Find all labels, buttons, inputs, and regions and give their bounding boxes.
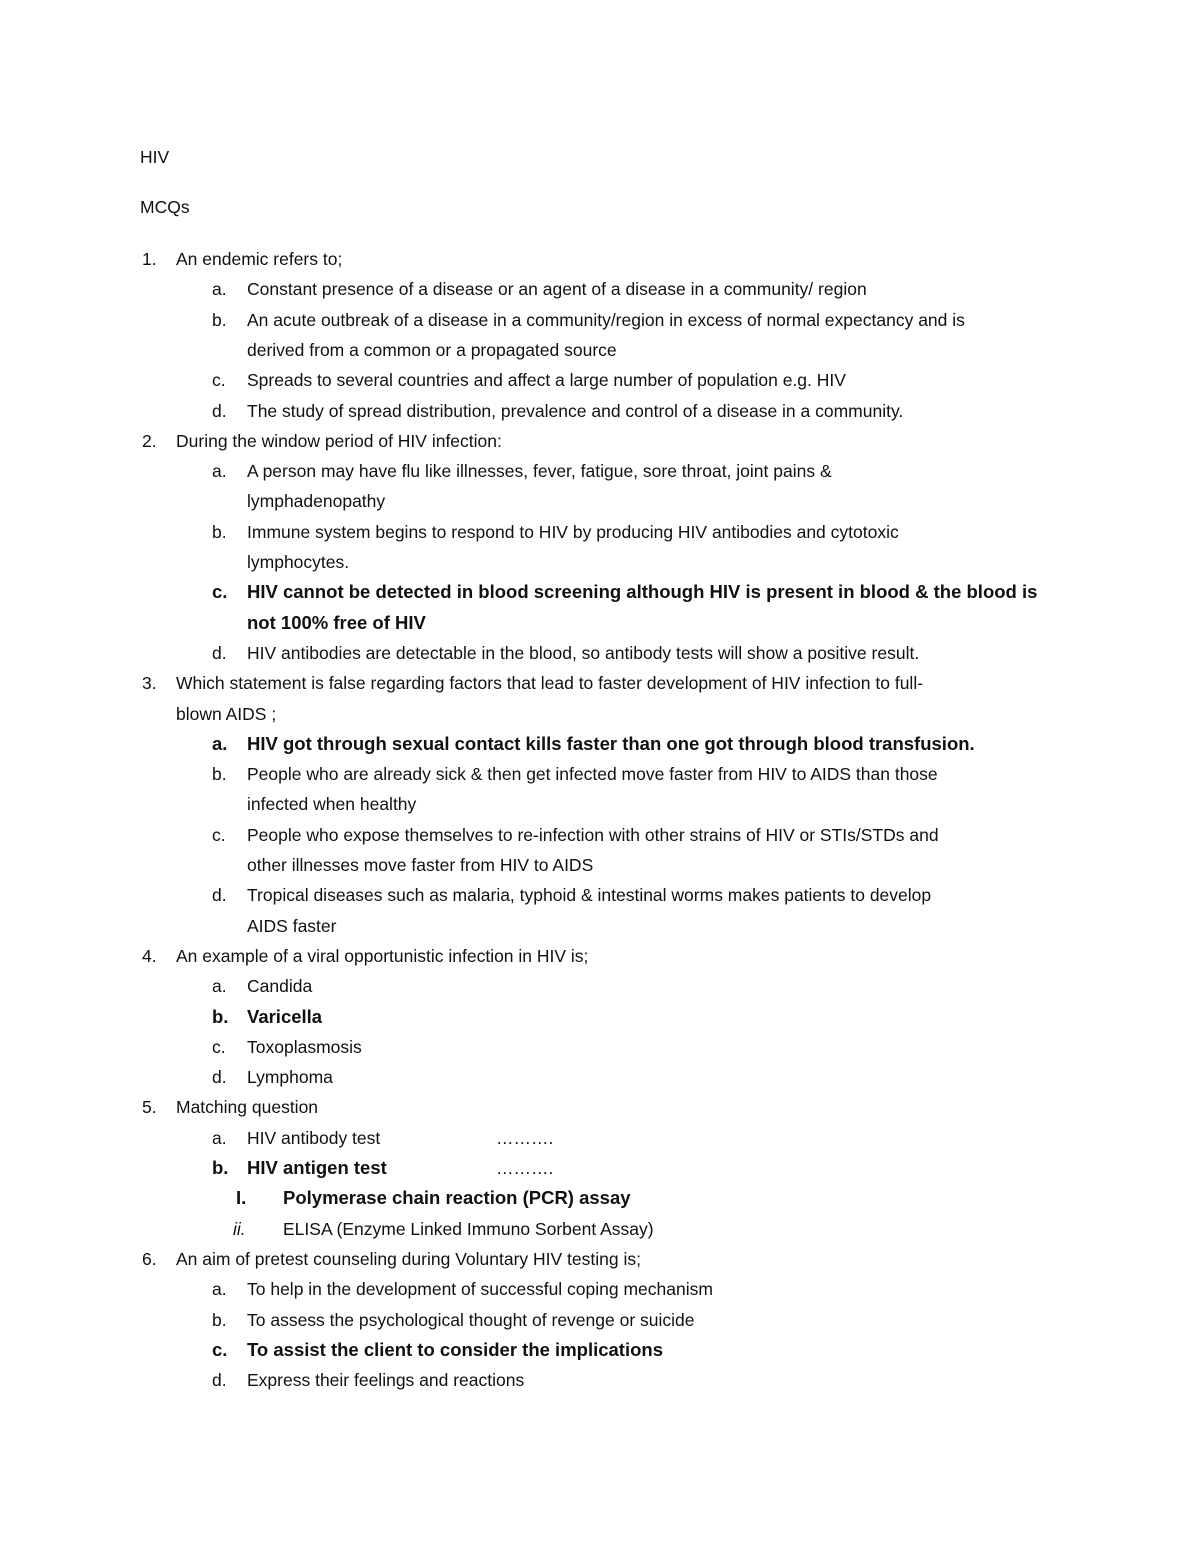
option-letter: a. xyxy=(212,461,227,482)
option-letter: b. xyxy=(212,1309,227,1330)
option-text: ELISA (Enzyme Linked Immuno Sorbent Assay) xyxy=(283,1218,654,1239)
option-letter: ii. xyxy=(233,1218,246,1239)
option-text: Lymphoma xyxy=(247,1067,333,1088)
option-text: Constant presence of a disease or an agent of a disease in a community/ region xyxy=(247,279,867,300)
option-text: Polymerase chain reaction (PCR) assay xyxy=(283,1187,631,1209)
option-text: lymphadenopathy xyxy=(247,491,386,512)
option-letter: d. xyxy=(212,400,227,421)
option-text: other illnesses move faster from HIV to AIDS xyxy=(247,855,594,875)
option-letter: b. xyxy=(212,1005,229,1027)
question-number: 1. xyxy=(142,249,157,269)
option-text: To help in the development of successful coping mechanism xyxy=(247,1279,713,1300)
option-letter: d. xyxy=(212,1067,227,1088)
option-text: People who are already sick & then get infected move faster from HIV to AIDS than those xyxy=(247,764,938,785)
option-text: HIV got through sexual contact kills faster than one got through blood transfusion. xyxy=(247,732,975,754)
option-letter: d. xyxy=(212,642,227,663)
option-text: Express their feelings and reactions xyxy=(247,1370,525,1391)
option-letter: a. xyxy=(212,1279,227,1300)
option-text: Candida xyxy=(247,976,313,997)
option-text: HIV antigen test xyxy=(247,1157,387,1178)
option-letter: b. xyxy=(212,521,227,542)
option-letter: a. xyxy=(212,976,227,997)
question-text: An endemic refers to; xyxy=(176,249,343,269)
option-letter: b. xyxy=(212,1157,229,1178)
option-letter: c. xyxy=(212,824,226,845)
option-letter: I. xyxy=(236,1187,247,1209)
option-text: derived from a common or a propagated source xyxy=(247,339,617,360)
question-text: Matching question xyxy=(176,1097,319,1118)
option-letter: a. xyxy=(212,1127,227,1148)
option-text: lymphocytes. xyxy=(247,552,350,572)
option-letter: c. xyxy=(212,581,228,603)
option-text: The study of spread distribution, prevalence and control of a disease in a community. xyxy=(247,400,904,421)
option-text: Varicella xyxy=(247,1005,323,1027)
question-text: Which statement is false regarding factors that lead to faster development of HIV infection to full- xyxy=(176,673,924,694)
question-number: 2. xyxy=(142,430,157,451)
option-text: HIV antibody test xyxy=(247,1127,381,1148)
option-letter: d. xyxy=(212,1370,227,1391)
option-text: infected when healthy xyxy=(247,794,417,815)
option-text: Toxoplasmosis xyxy=(247,1036,362,1057)
option-text: HIV cannot be detected in blood screening although HIV is present in blood & the blood is xyxy=(247,581,1038,603)
option-text: Immune system begins to respond to HIV by producing HIV antibodies and cytotoxic xyxy=(247,521,899,542)
answer-blank: ………. xyxy=(496,1158,554,1178)
option-letter: c. xyxy=(212,1338,228,1360)
option-letter: d. xyxy=(212,885,227,906)
option-text: People who expose themselves to re-infection with other strains of HIV or STIs/STDs and xyxy=(247,824,939,845)
option-text: An acute outbreak of a disease in a community/region in excess of normal expectancy and is xyxy=(247,309,965,330)
question-text: blown AIDS ; xyxy=(176,703,277,724)
question-text: An aim of pretest counseling during Voluntary HIV testing is; xyxy=(176,1248,641,1269)
document-heading: HIV xyxy=(140,147,170,167)
question-number: 5. xyxy=(142,1097,157,1118)
option-letter: a. xyxy=(212,732,228,754)
option-text: AIDS faster xyxy=(247,915,337,936)
option-letter: c. xyxy=(212,370,226,391)
option-text: not 100% free of HIV xyxy=(247,611,426,633)
option-letter: c. xyxy=(212,1036,226,1057)
question-number: 6. xyxy=(142,1248,157,1269)
option-text: Tropical diseases such as malaria, typhoid & intestinal worms makes patients to develop xyxy=(247,885,932,906)
option-text: A person may have flu like illnesses, fever, fatigue, sore throat, joint pains & xyxy=(247,461,832,482)
answer-blank: ………. xyxy=(496,1127,554,1148)
document-subheading: MCQs xyxy=(140,197,190,217)
option-letter: b. xyxy=(212,764,227,785)
option-text: HIV antibodies are detectable in the blood, so antibody tests will show a positive result. xyxy=(247,642,920,663)
option-text: To assess the psychological thought of revenge or suicide xyxy=(247,1309,695,1330)
question-number: 4. xyxy=(142,945,157,966)
option-letter: a. xyxy=(212,279,227,300)
option-text: Spreads to several countries and affect a large number of population e.g. HIV xyxy=(247,370,846,391)
option-text: To assist the client to consider the implications xyxy=(247,1338,663,1360)
option-letter: b. xyxy=(212,309,227,330)
question-number: 3. xyxy=(142,673,157,694)
question-text: During the window period of HIV infection: xyxy=(176,430,502,451)
question-text: An example of a viral opportunistic infection in HIV is; xyxy=(176,945,589,966)
